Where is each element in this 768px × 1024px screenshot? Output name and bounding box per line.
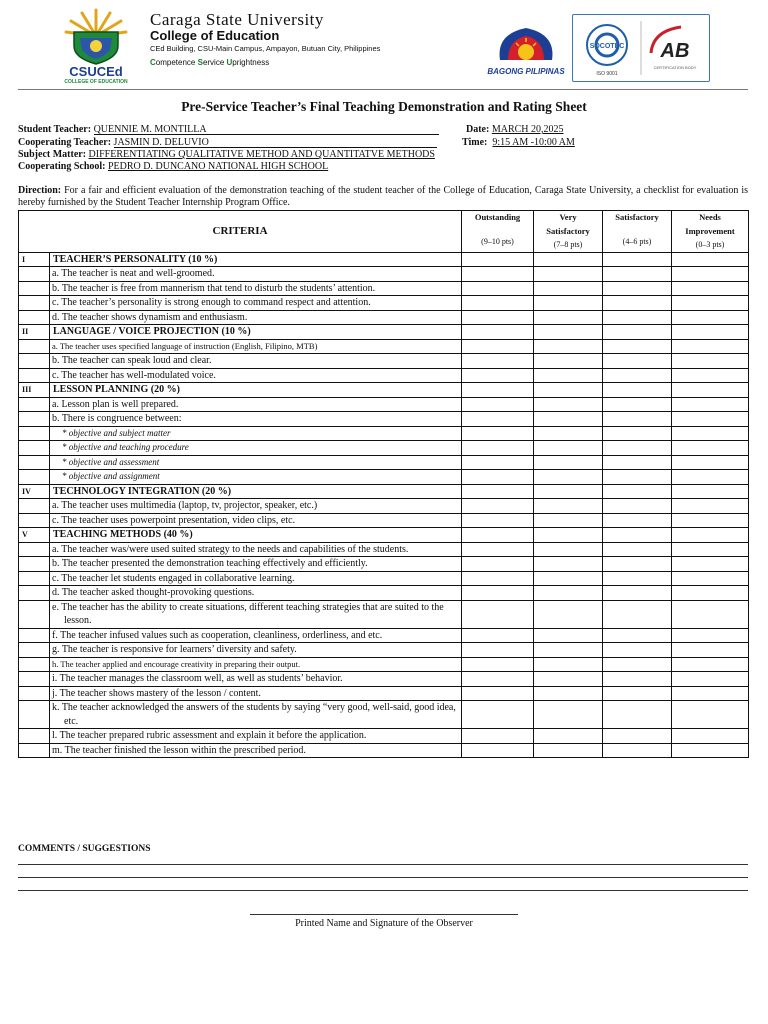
section-title: TECHNOLOGY INTEGRATION (20 %) bbox=[50, 484, 462, 499]
criterion-number-cell bbox=[19, 267, 50, 282]
rating-cell[interactable] bbox=[462, 729, 534, 744]
criterion-number-cell bbox=[19, 296, 50, 311]
criterion-row bbox=[19, 542, 749, 557]
rating-cell[interactable] bbox=[672, 441, 749, 456]
criterion-row bbox=[19, 455, 749, 470]
rating-cell[interactable] bbox=[603, 499, 672, 514]
seal-subtext: COLLEGE OF EDUCATION bbox=[64, 79, 128, 84]
rating-cell[interactable] bbox=[534, 528, 603, 543]
criterion-number-cell bbox=[19, 686, 50, 701]
criterion-text: c. The teacher has well-modulated voice. bbox=[50, 368, 462, 383]
criterion-row bbox=[19, 571, 749, 586]
criterion-text: l. The teacher prepared rubric assessment and explain it before the application. bbox=[50, 729, 462, 744]
rating-cell[interactable] bbox=[534, 368, 603, 383]
rating-cell[interactable] bbox=[603, 325, 672, 340]
criterion-number-cell bbox=[19, 513, 50, 528]
rating-cell[interactable] bbox=[672, 571, 749, 586]
rating-cell[interactable] bbox=[534, 267, 603, 282]
svg-text:CERTIFICATION BODY: CERTIFICATION BODY bbox=[653, 65, 697, 70]
rating-cell[interactable] bbox=[672, 743, 749, 758]
bagong-pilipinas-text: BAGONG PILIPINAS bbox=[487, 67, 565, 76]
rating-cell[interactable] bbox=[603, 729, 672, 744]
criterion-row bbox=[19, 643, 749, 658]
rating-cell[interactable] bbox=[534, 743, 603, 758]
criterion-row bbox=[19, 470, 749, 485]
rating-cell[interactable] bbox=[672, 657, 749, 672]
rating-cell[interactable] bbox=[534, 310, 603, 325]
cooperating-teacher-value: JASMIN D. DELUVIO bbox=[113, 137, 209, 148]
rating-cell[interactable] bbox=[672, 354, 749, 369]
rating-table bbox=[18, 210, 749, 758]
time-value: 9:15 AM -10:00 AM bbox=[492, 137, 575, 148]
rating-cell[interactable] bbox=[672, 672, 749, 687]
bagong-pilipinas-logo bbox=[486, 22, 566, 80]
rating-cell[interactable] bbox=[534, 672, 603, 687]
criterion-text: a. Lesson plan is well prepared. bbox=[50, 397, 462, 412]
iso-text: ISO 9001 bbox=[596, 71, 618, 77]
section-title: LESSON PLANNING (20 %) bbox=[50, 383, 462, 398]
rating-cell[interactable] bbox=[462, 657, 534, 672]
rating-cell[interactable] bbox=[462, 743, 534, 758]
rating-cell[interactable] bbox=[534, 470, 603, 485]
rating-cell[interactable] bbox=[462, 426, 534, 441]
criterion-text: k. The teacher acknowledged the answers of the students by saying “very good, well-said, good idea, etc. bbox=[50, 701, 462, 729]
rating-cell[interactable] bbox=[672, 542, 749, 557]
rating-cell[interactable] bbox=[672, 499, 749, 514]
rating-cell[interactable] bbox=[534, 686, 603, 701]
subject-matter-field: Subject Matter: DIFFERENTIATING QUALITATIVE METHOD AND QUANTITATVE METHODS bbox=[18, 149, 435, 160]
rating-cell[interactable] bbox=[603, 368, 672, 383]
rating-cell[interactable] bbox=[534, 586, 603, 601]
csu-ced-seal-logo bbox=[60, 6, 132, 84]
criterion-text: d. The teacher asked thought-provoking questions. bbox=[50, 586, 462, 601]
section-numeral: V bbox=[19, 528, 50, 543]
rating-cell[interactable] bbox=[672, 557, 749, 572]
rating-cell[interactable] bbox=[603, 586, 672, 601]
rating-cell[interactable] bbox=[462, 252, 534, 267]
cooperating-school-field: Cooperating School: PEDRO D. DUNCANO NATIONAL HIGH SCHOOL bbox=[18, 161, 329, 172]
section-row bbox=[19, 528, 749, 543]
criterion-number-cell bbox=[19, 643, 50, 658]
criterion-number-cell bbox=[19, 310, 50, 325]
section-row bbox=[19, 252, 749, 267]
criterion-text: * objective and assignment bbox=[50, 470, 462, 485]
criterion-row bbox=[19, 281, 749, 296]
criterion-text: b. The teacher can speak loud and clear. bbox=[50, 354, 462, 369]
rating-cell[interactable] bbox=[534, 339, 603, 354]
criterion-number-cell bbox=[19, 397, 50, 412]
socotec-text: SOCOTEC bbox=[589, 43, 625, 50]
criterion-row bbox=[19, 600, 749, 628]
rating-cell[interactable] bbox=[462, 383, 534, 398]
rating-cell[interactable] bbox=[603, 528, 672, 543]
criterion-number-cell bbox=[19, 426, 50, 441]
rating-cell[interactable] bbox=[672, 368, 749, 383]
rating-cell[interactable] bbox=[603, 412, 672, 427]
signature-label: Printed Name and Signature of the Observer bbox=[295, 918, 473, 929]
col-very-satisfactory: Very Satisfactory (7–8 pts) bbox=[534, 211, 603, 253]
rating-cell[interactable] bbox=[462, 339, 534, 354]
criterion-number-cell bbox=[19, 542, 50, 557]
criterion-text: h. The teacher applied and encourage creativity in preparing their output. bbox=[50, 657, 462, 672]
comment-line-1[interactable] bbox=[18, 864, 748, 865]
rating-cell[interactable] bbox=[462, 571, 534, 586]
rating-cell[interactable] bbox=[462, 542, 534, 557]
rating-cell[interactable] bbox=[603, 513, 672, 528]
criterion-text: b. There is congruence between: bbox=[50, 412, 462, 427]
rating-cell[interactable] bbox=[534, 542, 603, 557]
section-row bbox=[19, 383, 749, 398]
criterion-number-cell bbox=[19, 571, 50, 586]
criterion-number-cell bbox=[19, 729, 50, 744]
rating-cell[interactable] bbox=[672, 484, 749, 499]
rating-cell[interactable] bbox=[534, 628, 603, 643]
rating-cell[interactable] bbox=[534, 557, 603, 572]
rating-cell[interactable] bbox=[603, 441, 672, 456]
rating-cell[interactable] bbox=[672, 325, 749, 340]
rating-cell[interactable] bbox=[534, 643, 603, 658]
rating-cell[interactable] bbox=[672, 470, 749, 485]
criterion-number-cell bbox=[19, 354, 50, 369]
rating-cell[interactable] bbox=[534, 252, 603, 267]
criterion-text: e. The teacher has the ability to create situations, different teaching strategies that are suited to the lesson. bbox=[50, 600, 462, 628]
rating-cell[interactable] bbox=[603, 643, 672, 658]
rating-cell[interactable] bbox=[462, 484, 534, 499]
criterion-row bbox=[19, 296, 749, 311]
section-numeral: IV bbox=[19, 484, 50, 499]
criterion-text: * objective and subject matter bbox=[50, 426, 462, 441]
ab-text: AB bbox=[660, 40, 690, 62]
criterion-text: b. The teacher presented the demonstration teaching effectively and efficiently. bbox=[50, 557, 462, 572]
criterion-number-cell bbox=[19, 628, 50, 643]
rating-cell[interactable] bbox=[462, 296, 534, 311]
criterion-row bbox=[19, 354, 749, 369]
rating-cell[interactable] bbox=[603, 281, 672, 296]
rating-cell[interactable] bbox=[603, 383, 672, 398]
rating-cell[interactable] bbox=[603, 657, 672, 672]
criterion-row bbox=[19, 368, 749, 383]
college-address: CEd Building, CSU-Main Campus, Ampayon, Butuan City, Philippines bbox=[150, 44, 381, 53]
rating-cell[interactable] bbox=[603, 571, 672, 586]
section-row bbox=[19, 325, 749, 340]
rating-cell[interactable] bbox=[672, 397, 749, 412]
rating-cell[interactable] bbox=[672, 643, 749, 658]
rating-cell[interactable] bbox=[462, 310, 534, 325]
rating-cell[interactable] bbox=[462, 499, 534, 514]
criterion-number-cell bbox=[19, 600, 50, 628]
col-satisfactory: Satisfactory (4–6 pts) bbox=[603, 211, 672, 253]
rating-cell[interactable] bbox=[603, 296, 672, 311]
rating-cell[interactable] bbox=[462, 672, 534, 687]
rating-cell[interactable] bbox=[534, 441, 603, 456]
rating-cell[interactable] bbox=[672, 528, 749, 543]
criterion-text: a. The teacher uses multimedia (laptop, tv, projector, speaker, etc.) bbox=[50, 499, 462, 514]
section-title: TEACHING METHODS (40 %) bbox=[50, 528, 462, 543]
rating-cell[interactable] bbox=[672, 600, 749, 628]
rating-cell[interactable] bbox=[672, 729, 749, 744]
criterion-text: f. The teacher infused values such as cooperation, cleanliness, orderliness, and etc. bbox=[50, 628, 462, 643]
rating-cell[interactable] bbox=[603, 701, 672, 729]
criterion-row bbox=[19, 743, 749, 758]
criterion-text: c. The teacher’s personality is strong enough to command respect and attention. bbox=[50, 296, 462, 311]
criterion-row bbox=[19, 586, 749, 601]
rating-cell[interactable] bbox=[462, 701, 534, 729]
form-title: Pre-Service Teacher’s Final Teaching Demonstration and Rating Sheet bbox=[181, 99, 587, 114]
rating-cell[interactable] bbox=[462, 643, 534, 658]
date-value: MARCH 20,2025 bbox=[491, 124, 564, 135]
criterion-text: j. The teacher shows mastery of the lesson / content. bbox=[50, 686, 462, 701]
criterion-number-cell bbox=[19, 701, 50, 729]
rating-cell[interactable] bbox=[672, 310, 749, 325]
criterion-number-cell bbox=[19, 743, 50, 758]
seal-text: CSUCEd bbox=[69, 64, 123, 79]
criterion-number-cell bbox=[19, 657, 50, 672]
criterion-text: c. The teacher uses powerpoint presentation, video clips, etc. bbox=[50, 513, 462, 528]
subject-matter-value: DIFFERENTIATING QUALITATIVE METHOD AND QUANTITATVE METHODS bbox=[88, 149, 435, 160]
criterion-row bbox=[19, 412, 749, 427]
comment-line-3[interactable] bbox=[18, 890, 748, 891]
section-title: LANGUAGE / VOICE PROJECTION (10 %) bbox=[50, 325, 462, 340]
criterion-number-cell bbox=[19, 672, 50, 687]
rating-cell[interactable] bbox=[603, 397, 672, 412]
rating-cell[interactable] bbox=[672, 383, 749, 398]
rating-cell[interactable] bbox=[603, 455, 672, 470]
criterion-text: b. The teacher is free from mannerism that tend to disturb the students’ attention. bbox=[50, 281, 462, 296]
rating-cell[interactable] bbox=[672, 426, 749, 441]
criterion-row bbox=[19, 267, 749, 282]
rating-cell[interactable] bbox=[672, 296, 749, 311]
rating-cell[interactable] bbox=[462, 600, 534, 628]
rating-cell[interactable] bbox=[462, 325, 534, 340]
rating-cell[interactable] bbox=[603, 600, 672, 628]
rating-cell[interactable] bbox=[603, 310, 672, 325]
criterion-row bbox=[19, 397, 749, 412]
student-teacher-field: Student Teacher: QUENNIE M. MONTILLA bbox=[18, 124, 439, 135]
criterion-row bbox=[19, 557, 749, 572]
criterion-number-cell bbox=[19, 455, 50, 470]
rating-cell[interactable] bbox=[462, 455, 534, 470]
university-name: Caraga State University bbox=[150, 10, 324, 29]
criterion-text: i. The teacher manages the classroom well, as well as students’ behavior. bbox=[50, 672, 462, 687]
criterion-number-cell bbox=[19, 339, 50, 354]
rating-cell[interactable] bbox=[534, 484, 603, 499]
rating-cell[interactable] bbox=[534, 325, 603, 340]
rating-cell[interactable] bbox=[603, 557, 672, 572]
rating-cell[interactable] bbox=[672, 281, 749, 296]
section-numeral: III bbox=[19, 383, 50, 398]
rating-cell[interactable] bbox=[603, 542, 672, 557]
rating-cell[interactable] bbox=[534, 701, 603, 729]
rating-cell[interactable] bbox=[603, 426, 672, 441]
rating-cell[interactable] bbox=[534, 383, 603, 398]
criterion-row bbox=[19, 686, 749, 701]
rating-cell[interactable] bbox=[462, 557, 534, 572]
criterion-row bbox=[19, 729, 749, 744]
header-divider bbox=[18, 89, 748, 90]
rating-cell[interactable] bbox=[534, 412, 603, 427]
criterion-text: d. The teacher shows dynamism and enthusiasm. bbox=[50, 310, 462, 325]
rating-cell[interactable] bbox=[534, 571, 603, 586]
rating-cell[interactable] bbox=[534, 397, 603, 412]
cooperating-school-value: PEDRO D. DUNCANO NATIONAL HIGH SCHOOL bbox=[108, 161, 329, 172]
rating-cell[interactable] bbox=[603, 339, 672, 354]
section-row bbox=[19, 484, 749, 499]
rating-cell[interactable] bbox=[534, 499, 603, 514]
criterion-row bbox=[19, 513, 749, 528]
criterion-text: a. The teacher is neat and well-groomed. bbox=[50, 267, 462, 282]
rating-cell[interactable] bbox=[603, 672, 672, 687]
rating-cell[interactable] bbox=[462, 397, 534, 412]
criteria-header: CRITERIA bbox=[19, 211, 462, 253]
col-outstanding: Outstanding (9–10 pts) bbox=[462, 211, 534, 253]
rating-cell[interactable] bbox=[672, 701, 749, 729]
col-needs-improvement: Needs Improvement (0–3 pts) bbox=[672, 211, 749, 253]
rating-cell[interactable] bbox=[672, 686, 749, 701]
criterion-text: * objective and teaching procedure bbox=[50, 441, 462, 456]
rating-cell[interactable] bbox=[534, 426, 603, 441]
criterion-number-cell bbox=[19, 441, 50, 456]
rating-cell[interactable] bbox=[462, 441, 534, 456]
criterion-row bbox=[19, 426, 749, 441]
rating-cell[interactable] bbox=[603, 470, 672, 485]
criterion-number-cell bbox=[19, 557, 50, 572]
rating-cell[interactable] bbox=[462, 513, 534, 528]
direction-paragraph: Direction: For a fair and efficient evaluation of the demonstration teaching of the student teacher of the College of Education, Caraga State University, a checklist for evaluation is hereby furnished by the Student Teacher Internship Program Office. bbox=[18, 185, 748, 208]
certification-badges bbox=[572, 14, 710, 82]
criterion-row bbox=[19, 339, 749, 354]
section-numeral: II bbox=[19, 325, 50, 340]
criterion-number-cell bbox=[19, 281, 50, 296]
criterion-row bbox=[19, 310, 749, 325]
criterion-text: g. The teacher is responsive for learners’ diversity and safety. bbox=[50, 643, 462, 658]
rating-cell[interactable] bbox=[672, 252, 749, 267]
criterion-number-cell bbox=[19, 470, 50, 485]
table-header-row bbox=[19, 211, 749, 253]
rating-cell[interactable] bbox=[603, 267, 672, 282]
rating-cell[interactable] bbox=[534, 296, 603, 311]
rating-cell[interactable] bbox=[672, 628, 749, 643]
time-field: Time: 9:15 AM -10:00 AM bbox=[462, 137, 575, 148]
section-title: TEACHER’S PERSONALITY (10 %) bbox=[50, 252, 462, 267]
letterhead bbox=[0, 0, 768, 92]
criterion-row bbox=[19, 628, 749, 643]
criterion-row bbox=[19, 672, 749, 687]
rating-cell[interactable] bbox=[672, 455, 749, 470]
criterion-text: c. The teacher let students engaged in collaborative learning. bbox=[50, 571, 462, 586]
date-field: Date: MARCH 20,2025 bbox=[466, 124, 564, 135]
rating-cell[interactable] bbox=[462, 628, 534, 643]
rating-cell[interactable] bbox=[603, 628, 672, 643]
comment-line-2[interactable] bbox=[18, 877, 748, 878]
rating-cell[interactable] bbox=[462, 412, 534, 427]
college-motto: Competence Service Uprightness bbox=[150, 58, 270, 67]
criterion-text: a. The teacher was/were used suited strategy to the needs and capabilities of the students. bbox=[50, 542, 462, 557]
rating-cell[interactable] bbox=[462, 470, 534, 485]
criterion-text: a. The teacher uses specified language of instruction (English, Filipino, MTB) bbox=[50, 339, 462, 354]
rating-cell[interactable] bbox=[603, 743, 672, 758]
criterion-number-cell bbox=[19, 499, 50, 514]
rating-cell[interactable] bbox=[462, 686, 534, 701]
signature-line[interactable] bbox=[250, 914, 518, 915]
criterion-row bbox=[19, 441, 749, 456]
criterion-row bbox=[19, 657, 749, 672]
rating-cell[interactable] bbox=[603, 252, 672, 267]
rating-cell[interactable] bbox=[603, 354, 672, 369]
rating-cell[interactable] bbox=[534, 513, 603, 528]
rating-cell[interactable] bbox=[462, 586, 534, 601]
rating-cell[interactable] bbox=[672, 586, 749, 601]
comments-label: COMMENTS / SUGGESTIONS bbox=[18, 844, 151, 854]
rating-cell[interactable] bbox=[462, 528, 534, 543]
criterion-row bbox=[19, 499, 749, 514]
rating-cell[interactable] bbox=[603, 484, 672, 499]
rating-cell[interactable] bbox=[534, 600, 603, 628]
rating-cell[interactable] bbox=[462, 281, 534, 296]
rating-cell[interactable] bbox=[462, 368, 534, 383]
rating-cell[interactable] bbox=[534, 729, 603, 744]
rating-cell[interactable] bbox=[462, 354, 534, 369]
rating-cell[interactable] bbox=[462, 267, 534, 282]
college-name: College of Education bbox=[150, 28, 280, 43]
rating-cell[interactable] bbox=[534, 354, 603, 369]
rating-cell[interactable] bbox=[672, 339, 749, 354]
criterion-row bbox=[19, 701, 749, 729]
rating-cell[interactable] bbox=[603, 686, 672, 701]
rating-cell[interactable] bbox=[534, 281, 603, 296]
rating-cell[interactable] bbox=[672, 412, 749, 427]
student-teacher-value: QUENNIE M. MONTILLA bbox=[93, 124, 207, 135]
section-numeral: I bbox=[19, 252, 50, 267]
rating-cell[interactable] bbox=[672, 267, 749, 282]
criterion-number-cell bbox=[19, 412, 50, 427]
criterion-text: m. The teacher finished the lesson within the prescribed period. bbox=[50, 743, 462, 758]
rating-cell[interactable] bbox=[672, 513, 749, 528]
rating-cell[interactable] bbox=[534, 657, 603, 672]
rating-cell[interactable] bbox=[534, 455, 603, 470]
criterion-text: * objective and assessment bbox=[50, 455, 462, 470]
criterion-number-cell bbox=[19, 368, 50, 383]
criterion-number-cell bbox=[19, 586, 50, 601]
cooperating-teacher-field: Cooperating Teacher: JASMIN D. DELUVIO bbox=[18, 137, 437, 148]
